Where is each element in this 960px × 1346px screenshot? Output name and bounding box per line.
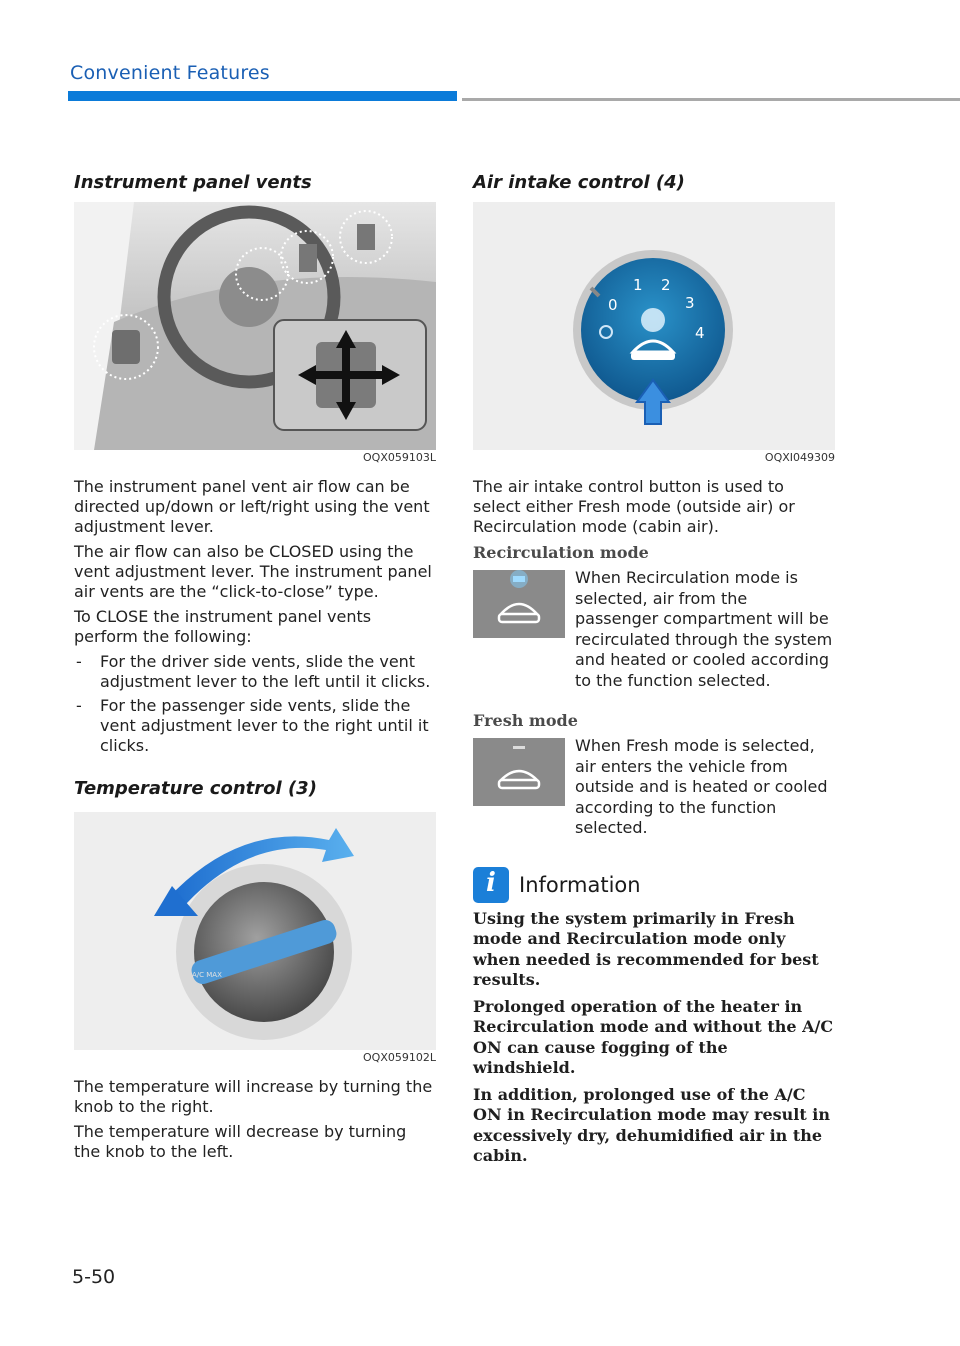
list-item: - For the driver side vents, slide the vent adjustment lever to the left until it clicks. [76, 652, 431, 691]
list-item: - For the passenger side vents, slide the vent adjustment lever to the right until it clicks. [76, 696, 429, 755]
left-column [74, 172, 436, 1167]
intake-figure [473, 202, 835, 450]
info-icon: i [473, 867, 509, 903]
dial-number: 1 [633, 276, 643, 294]
fresh-mode-row [473, 736, 835, 839]
dial-number: 4 [695, 324, 705, 342]
fresh-text: When Fresh mode is selected, air enters the vehicle from outside and is heated or cooled according to the function selected. [575, 736, 828, 837]
temperature-figure-code: OQX059102L [363, 1051, 436, 1064]
dial-number: 3 [685, 294, 695, 312]
recirculation-mode-icon [473, 570, 565, 638]
vents-paragraph-2: The air flow can also be CLOSED using the vent adjustment lever. The instrument panel air vents are the “click-to-close” type. [74, 542, 432, 601]
page-number: 5-50 [72, 1266, 116, 1288]
dial-number: 2 [661, 276, 671, 294]
info-paragraph-3: In addition, prolonged use of the A/C ON in Recirculation mode may result in excessively dry, dehumidified air in the cabin. [473, 1084, 831, 1165]
fresh-heading: Fresh mode [473, 711, 578, 730]
info-paragraph-2: Prolonged operation of the heater in Recirculation mode and without the A/C ON can cause fogging of the windshield. [473, 996, 834, 1077]
information-header [473, 865, 835, 905]
right-column [473, 172, 835, 1173]
knob-label: A/C MAX [192, 971, 222, 979]
recirculation-text: When Recirculation mode is selected, air from the passenger compartment will be recirculated through the system and heated or cooled according to the function selected. [575, 568, 833, 690]
vents-paragraph-3: To CLOSE the instrument panel vents perform the following: [74, 607, 372, 646]
header-accent-bar [68, 91, 457, 101]
temperature-figure [74, 812, 436, 1050]
intake-figure-code: OQXI049309 [764, 451, 835, 464]
vents-figure [74, 202, 436, 450]
recirculation-mode-row [473, 568, 835, 691]
chapter-title: Convenient Features [70, 62, 270, 84]
recirculation-heading: Recirculation mode [473, 543, 649, 562]
indicator-light-icon [641, 308, 665, 332]
temperature-paragraph-1: The temperature will increase by turning the knob to the right. [74, 1077, 433, 1116]
temperature-knob-illustration [74, 812, 436, 1050]
dashboard-illustration [74, 202, 436, 450]
info-paragraph-1: Using the system primarily in Fresh mode and Recirculation mode only when needed is recommended for best results. [473, 908, 819, 989]
vents-heading: Instrument panel vents [74, 172, 312, 193]
intake-heading: Air intake control (4) [473, 172, 685, 193]
vents-steps-list [74, 652, 436, 756]
fresh-mode-icon [473, 738, 565, 806]
intake-intro: The air intake control button is used to select either Fresh mode (outside air) or Recirculation mode (cabin air). [473, 477, 795, 536]
dial-number: 0 [608, 296, 618, 314]
vents-figure-code: OQX059103L [363, 451, 436, 464]
vents-paragraph-1: The instrument panel vent air flow can be directed up/down or left/right using the vent adjustment lever. [74, 477, 430, 536]
information-title: Information [519, 872, 641, 897]
temperature-paragraph-2: The temperature will decrease by turning the knob to the left. [74, 1122, 407, 1161]
header-rule [462, 98, 960, 101]
temperature-heading: Temperature control (3) [74, 778, 317, 799]
intake-dial-illustration [473, 202, 835, 450]
